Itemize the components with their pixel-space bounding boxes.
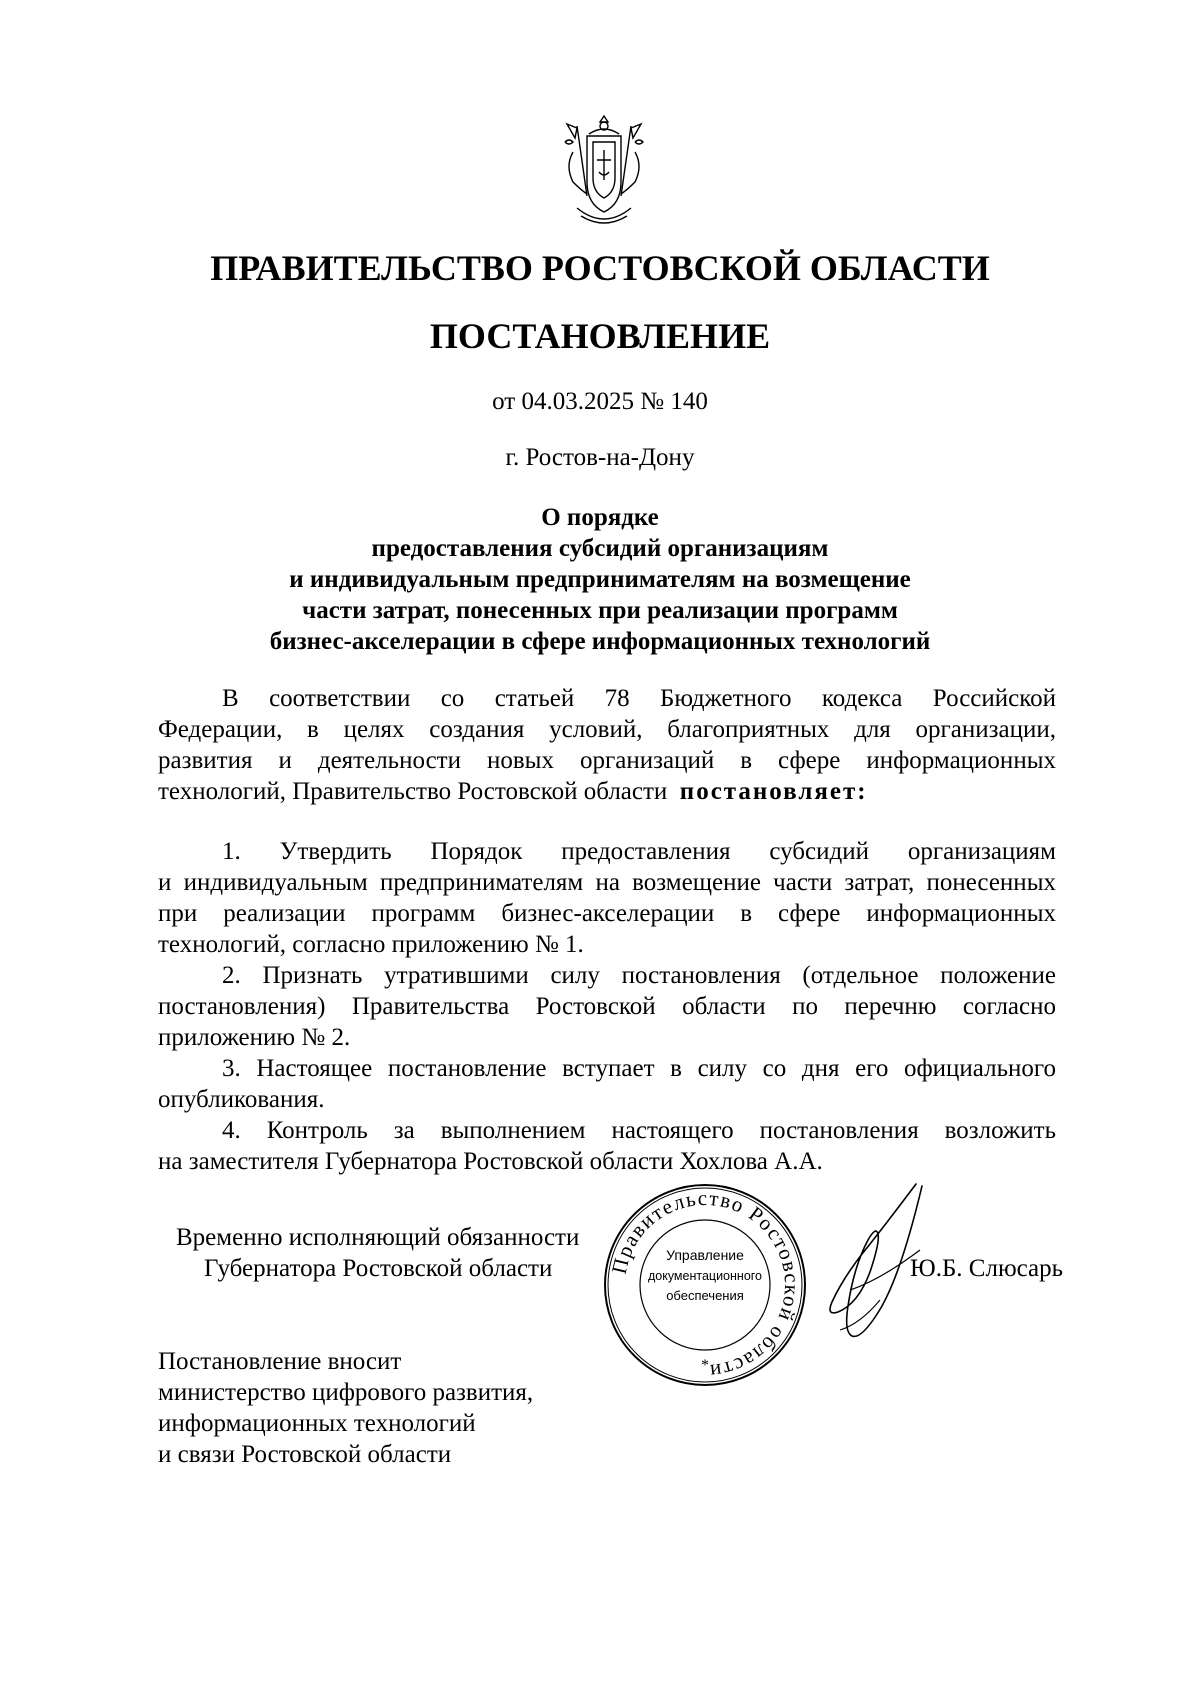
seal-center-line: документационного xyxy=(647,1269,763,1283)
item-2-line: 2. Признать утратившими силу постановления (отдельное положение xyxy=(222,962,1056,989)
preamble-line: технологий, Правительство Ростовской области xyxy=(158,778,668,805)
coat-of-arms-icon xyxy=(559,112,649,232)
item-2-line: постановления) Правительства Ростовской области по перечню согласно xyxy=(158,993,1056,1020)
seal-star: * xyxy=(701,1357,709,1374)
item-1-line: технологий, согласно приложению № 1. xyxy=(158,931,584,958)
seal-center-line: Управление xyxy=(666,1247,744,1263)
title-line: О порядке xyxy=(541,504,659,531)
handwritten-signature xyxy=(820,1180,940,1360)
preamble-last-line xyxy=(158,776,1056,807)
item-1-line: и индивидуальным предпринимателям на возмещение части затрат, понесенных xyxy=(158,869,1056,896)
seal-center-line: обеспечения xyxy=(666,1288,744,1303)
item-2-line: приложению № 2. xyxy=(158,1024,351,1051)
item-1-line: 1. Утвердить Порядок предоставления субсидий организациям xyxy=(222,838,1056,865)
organization-title: ПРАВИТЕЛЬСТВО РОСТОВСКОЙ ОБЛАСТИ xyxy=(210,248,990,288)
document-title xyxy=(0,502,1200,657)
footer-line: Постановление вносит xyxy=(158,1348,402,1375)
title-line: предоставления субсидий организациям xyxy=(371,535,829,562)
decree-verb: постановляет: xyxy=(679,778,868,805)
item-4-line: 4. Контроль за выполнением настоящего постановления возложить xyxy=(222,1117,1056,1144)
seal-ring-text: Правительство Ростовской области xyxy=(606,1185,805,1385)
title-line: и индивидуальным предпринимателям на возмещение xyxy=(289,566,911,593)
item-1-line: при реализации программ бизнес-акселерации в сфере информационных xyxy=(158,900,1056,927)
title-line: части затрат, понесенных при реализации программ xyxy=(302,597,898,624)
signatory-position-1: Временно исполняющий обязанности xyxy=(176,1224,580,1251)
item-3-line: опубликования. xyxy=(158,1086,325,1113)
official-seal xyxy=(600,1180,810,1390)
preamble-line: В соответствии со статьей 78 Бюджетного кодекса Российской xyxy=(222,685,1056,712)
signatory-name: Ю.Б. Слюсарь xyxy=(910,1255,1064,1282)
item-3-line: 3. Настоящее постановление вступает в силу со дня его официального xyxy=(222,1055,1056,1082)
signatory-position-2: Губернатора Ростовской области xyxy=(204,1255,553,1282)
footer-line: министерство цифрового развития, xyxy=(158,1379,534,1406)
document-type: ПОСТАНОВЛЕНИЕ xyxy=(429,316,771,356)
preamble-line: Федерации, в целях создания условий, благоприятных для организации, xyxy=(158,716,1056,743)
svg-text:Правительство Ростовской облас xyxy=(607,1186,804,1384)
date-number-line: от 04.03.2025 № 140 xyxy=(492,388,708,415)
preamble-line: развития и деятельности новых организаций в сфере информационных xyxy=(158,747,1056,774)
city-line: г. Ростов-на-Дону xyxy=(505,444,695,471)
title-line: бизнес-акселерации в сфере информационных технологий xyxy=(269,628,931,655)
item-4-line: на заместителя Губернатора Ростовской области Хохлова А.А. xyxy=(158,1148,823,1175)
footer-line: и связи Ростовской области xyxy=(158,1441,452,1468)
footer-line: информационных технологий xyxy=(158,1410,476,1437)
